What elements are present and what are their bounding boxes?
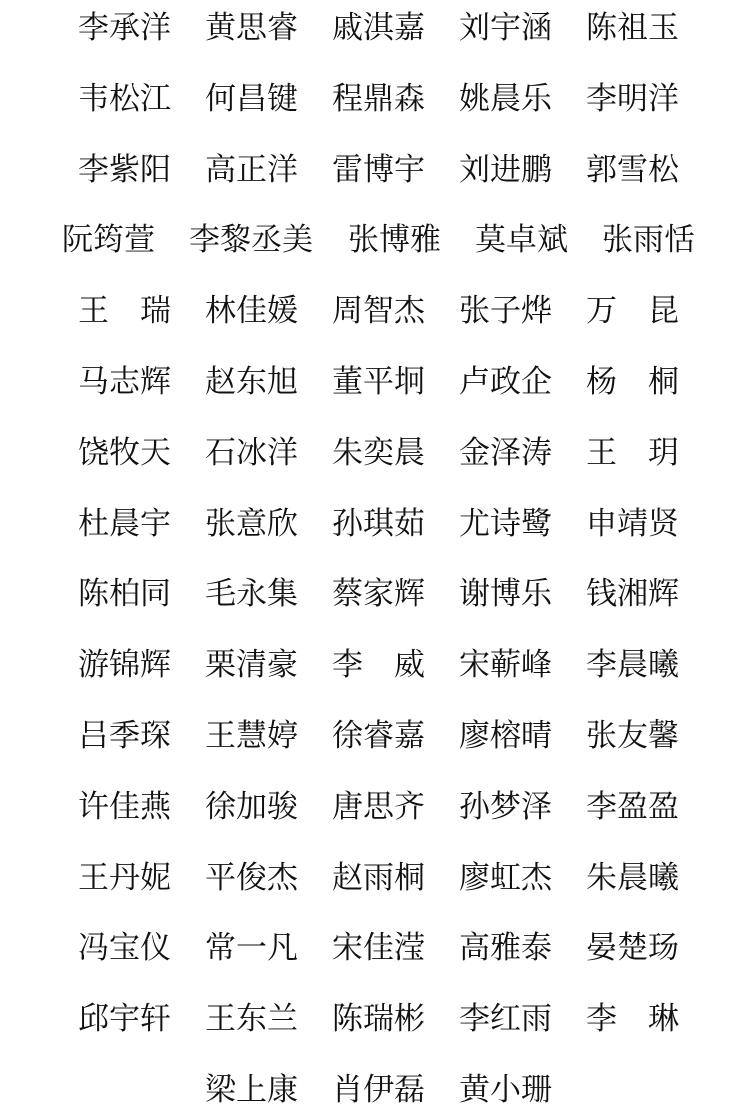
student-name: 莫卓斌 bbox=[475, 222, 568, 259]
student-name: 陈瑞彬 bbox=[332, 1001, 425, 1038]
student-name: 许佳燕 bbox=[78, 788, 171, 825]
student-name: 李明洋 bbox=[586, 80, 679, 117]
student-name: 万 昆 bbox=[586, 293, 679, 330]
student-name: 卢政企 bbox=[459, 364, 552, 400]
student-name: 韦松江 bbox=[78, 80, 171, 117]
student-name: 雷博宇 bbox=[332, 151, 425, 188]
student-name: 黄思睿 bbox=[205, 10, 298, 46]
name-row bbox=[0, 708, 756, 764]
student-name: 肖伊磊 bbox=[332, 1072, 425, 1108]
student-name: 吕季琛 bbox=[78, 718, 171, 754]
student-name: 李盈盈 bbox=[586, 788, 679, 825]
student-name: 王慧婷 bbox=[205, 718, 298, 754]
student-name: 程鼎森 bbox=[332, 80, 425, 117]
student-name: 徐加骏 bbox=[205, 788, 298, 825]
name-row bbox=[0, 283, 756, 339]
name-row bbox=[0, 496, 756, 552]
student-name: 郭雪松 bbox=[586, 151, 679, 188]
student-name: 钱湘辉 bbox=[586, 576, 679, 613]
student-name: 阮筠萱 bbox=[62, 222, 155, 259]
student-name: 李 琳 bbox=[586, 1001, 679, 1038]
student-name: 王 瑞 bbox=[78, 293, 171, 330]
student-name: 张子烨 bbox=[459, 293, 552, 330]
student-name: 李紫阳 bbox=[78, 151, 171, 188]
student-name: 戚淇嘉 bbox=[332, 10, 425, 46]
name-row bbox=[0, 71, 756, 127]
student-name: 申靖贤 bbox=[586, 505, 679, 542]
student-name: 游锦辉 bbox=[78, 647, 171, 684]
name-row bbox=[0, 425, 756, 481]
student-name: 冯宝仪 bbox=[78, 930, 171, 967]
student-name: 王东兰 bbox=[205, 1001, 298, 1038]
student-name: 李红雨 bbox=[459, 1001, 552, 1038]
student-name: 李 威 bbox=[332, 647, 425, 684]
student-name: 平俊杰 bbox=[205, 859, 298, 896]
student-name: 常一凡 bbox=[205, 930, 298, 967]
student-name: 唐思齐 bbox=[332, 788, 425, 825]
student-name: 赵东旭 bbox=[205, 364, 298, 400]
name-row bbox=[0, 566, 756, 622]
name-row bbox=[0, 920, 756, 976]
student-name: 孙琪茹 bbox=[332, 505, 425, 542]
name-row bbox=[0, 779, 756, 835]
name-row bbox=[0, 991, 756, 1047]
student-name: 晏楚玚 bbox=[586, 930, 679, 967]
name-row bbox=[0, 142, 756, 198]
student-name: 杨 桐 bbox=[586, 364, 679, 400]
name-row bbox=[0, 212, 756, 268]
student-name: 栗清豪 bbox=[205, 647, 298, 684]
student-name: 高雅泰 bbox=[459, 930, 552, 967]
student-name: 廖榕晴 bbox=[459, 718, 552, 754]
student-name: 朱奕晨 bbox=[332, 434, 425, 471]
student-name: 张博雅 bbox=[348, 222, 441, 259]
student-name: 石冰洋 bbox=[205, 434, 298, 471]
student-name: 刘宇涵 bbox=[459, 10, 552, 46]
student-name: 马志辉 bbox=[78, 364, 171, 400]
student-name: 高正洋 bbox=[205, 151, 298, 188]
student-name: 陈柏同 bbox=[78, 576, 171, 613]
student-name: 张意欣 bbox=[205, 505, 298, 542]
student-name: 孙梦泽 bbox=[459, 788, 552, 825]
name-row bbox=[0, 637, 756, 693]
name-row bbox=[0, 850, 756, 906]
student-name: 刘进鹏 bbox=[459, 151, 552, 188]
student-name: 梁上康 bbox=[205, 1072, 298, 1108]
student-name: 谢博乐 bbox=[459, 576, 552, 613]
student-name: 李承洋 bbox=[78, 10, 171, 46]
student-name: 李晨曦 bbox=[586, 647, 679, 684]
student-name: 李黎丞美 bbox=[189, 222, 313, 259]
student-name: 蔡家辉 bbox=[332, 576, 425, 613]
student-name: 杜晨宇 bbox=[78, 505, 171, 542]
student-name: 徐睿嘉 bbox=[332, 718, 425, 754]
name-row bbox=[0, 354, 756, 410]
student-name: 姚晨乐 bbox=[459, 80, 552, 117]
student-name: 陈祖玉 bbox=[586, 10, 679, 46]
student-name: 赵雨桐 bbox=[332, 859, 425, 896]
student-name: 董平坰 bbox=[332, 364, 425, 400]
student-name: 宋佳滢 bbox=[332, 930, 425, 967]
student-name: 廖虹杰 bbox=[459, 859, 552, 896]
student-name: 何昌键 bbox=[205, 80, 298, 117]
student-name: 林佳媛 bbox=[205, 293, 298, 330]
student-name: 尤诗鹭 bbox=[459, 505, 552, 542]
name-row bbox=[0, 0, 756, 56]
student-name: 金泽涛 bbox=[459, 434, 552, 471]
student-name: 宋蕲峰 bbox=[459, 647, 552, 684]
student-name: 邱宇轩 bbox=[78, 1001, 171, 1038]
student-name: 饶牧天 bbox=[78, 434, 171, 471]
student-name: 张友馨 bbox=[586, 718, 679, 754]
student-name: 王丹妮 bbox=[78, 859, 171, 896]
student-name: 朱晨曦 bbox=[586, 859, 679, 896]
student-name: 周智杰 bbox=[332, 293, 425, 330]
student-name: 张雨恬 bbox=[602, 222, 695, 259]
student-name: 毛永集 bbox=[205, 576, 298, 613]
student-name: 黄小珊 bbox=[459, 1072, 552, 1108]
student-name: 王 玥 bbox=[586, 434, 679, 471]
